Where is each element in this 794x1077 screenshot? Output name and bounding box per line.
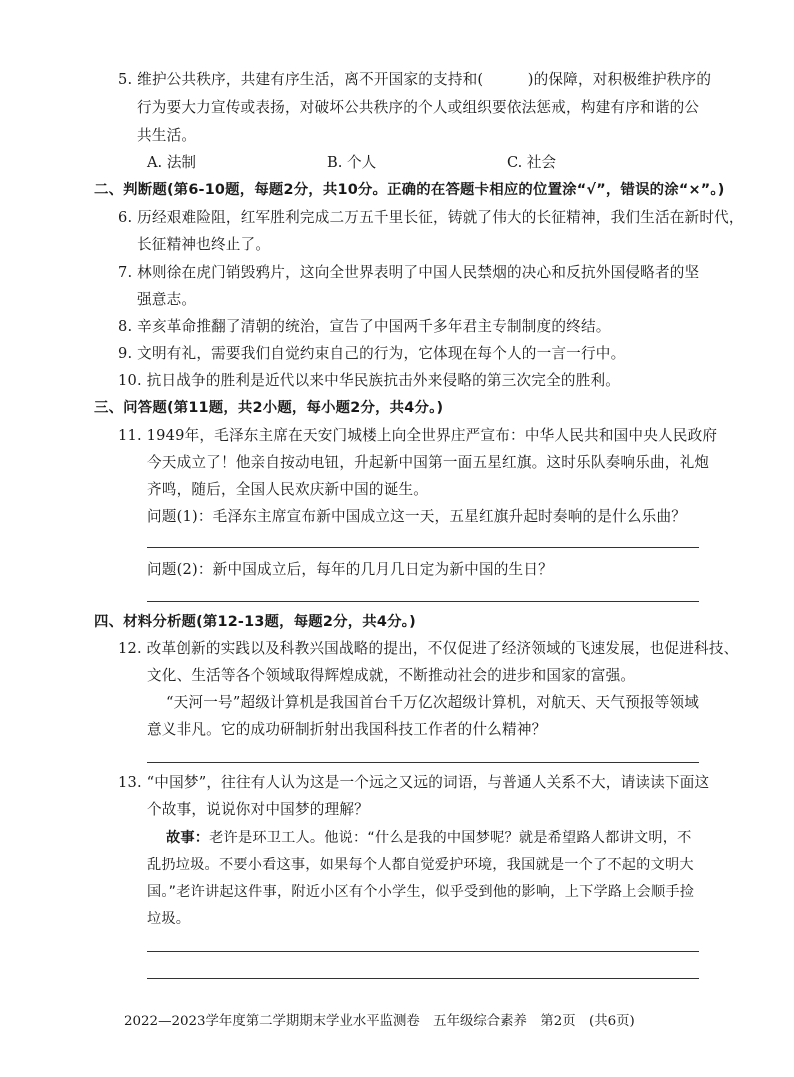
q8: 8. 辛亥革命推翻了清朝的统治，宣告了中国两千多年君主专制制度的终结。 — [118, 318, 611, 335]
answer-line-q13-2[interactable] — [147, 978, 699, 979]
q6-line1: 6. 历经艰难险阻，红军胜利完成二万五千里长征，铸就了伟大的长征精神，我们生活在新时代， — [118, 209, 744, 226]
story-line3: 国。”老许讲起这件事，附近小区有个小学生，似乎受到他的影响，上下学路上会顺手捡 — [147, 884, 695, 900]
q10: 10. 抗日战争的胜利是近代以来中华民族抗击外来侵略的第三次完全的胜利。 — [118, 372, 621, 389]
q5-option-a: A. 法制 — [147, 154, 197, 171]
story-line1-text: 老许是环卫工人。他说：“什么是我的中国梦呢？就是希望路人都讲文明，不 — [209, 830, 692, 846]
q5-line1: 5. 维护公共秩序，共建有序生活，离不开国家的支持和( )的保障，对积极维护秩序的 — [118, 71, 712, 88]
q11-line1: 11. 1949年，毛泽东主席在天安门城楼上向全世界庄严宣布：中华人民共和国中央人民政府 — [118, 427, 718, 444]
q13-line2: 个故事，说说你对中国梦的理解？ — [147, 801, 369, 818]
q9: 9. 文明有礼，需要我们自觉约束自己的行为，它体现在每个人的一言一行中。 — [118, 345, 626, 362]
q11-sub1: 问题(1)：毛泽东主席宣布新中国成立这一天，五星红旗升起时奏响的是什么乐曲？ — [147, 508, 687, 525]
answer-line-q13-1[interactable] — [147, 951, 699, 952]
answer-line-q11-2[interactable] — [147, 601, 699, 602]
q6-line2: 长征精神也终止了。 — [137, 236, 271, 253]
q11-sub2: 问题(2)：新中国成立后，每年的几月几日定为新中国的生日？ — [147, 561, 553, 578]
q5-line3: 共生活。 — [137, 127, 197, 144]
q12-line1: 12. 改革创新的实践以及科教兴国战略的提出，不仅促进了经济领域的飞速发展，也促进科技、 — [118, 640, 739, 657]
story-line1 — [166, 828, 692, 848]
q11-line3: 齐鸣，随后，全国人民欢庆新中国的诞生。 — [147, 481, 429, 498]
q11-line2: 今天成立了！他亲自按动电钮，升起新中国第一面五星红旗。这时乐队奏响乐曲，礼炮 — [147, 454, 710, 471]
q5-option-b: B. 个人 — [327, 154, 377, 171]
page-footer: 2022—2023学年度第二学期期末学业水平监测卷 五年级综合素养 第2页 (共6页) — [124, 1014, 635, 1029]
answer-line-q12[interactable] — [147, 762, 699, 763]
answer-line-q11-1[interactable] — [147, 547, 699, 548]
q13-line1: 13. “中国梦”，往往有人认为这是一个远之又远的词语，与普通人关系不大，请读读下面这 — [118, 774, 710, 791]
q5-option-c: C. 社会 — [507, 154, 557, 171]
section4-title: 四、材料分析题(第12-13题，每题2分，共4分。) — [94, 614, 416, 630]
story-line4: 垃圾。 — [147, 911, 191, 927]
section2-title: 二、判断题(第6-10题，每题2分，共10分。正确的在答题卡相应的位置涂“√”，错误的涂“×”。) — [94, 182, 725, 198]
q5-line2: 行为要大力宣传或表扬，对破坏公共秩序的个人或组织要依法惩戒，构建有序和谐的公 — [137, 99, 700, 116]
q7-line2: 强意志。 — [137, 291, 197, 308]
q12-line4: 意义非凡。它的成功研制折射出我国科技工作者的什么精神？ — [147, 721, 547, 738]
q7-line1: 7. 林则徐在虎门销毁鸦片，这向全世界表明了中国人民禁烟的决心和反抗外国侵略者的坚 — [118, 264, 700, 281]
story-label: 故事： — [166, 830, 210, 846]
story-line2: 乱扔垃圾。不要小看这事，如果每个人都自觉爱护环境，我国就是一个了不起的文明大 — [147, 857, 694, 873]
section3-title: 三、问答题(第11题，共2小题，每小题2分，共4分。) — [94, 400, 444, 416]
q12-line2: 文化、生活等各个领域取得辉煌成就，不断推动社会的进步和国家的富强。 — [147, 667, 636, 684]
q12-line3: “天河一号”超级计算机是我国首台千万亿次超级计算机，对航天、天气预报等领域 — [166, 694, 700, 711]
